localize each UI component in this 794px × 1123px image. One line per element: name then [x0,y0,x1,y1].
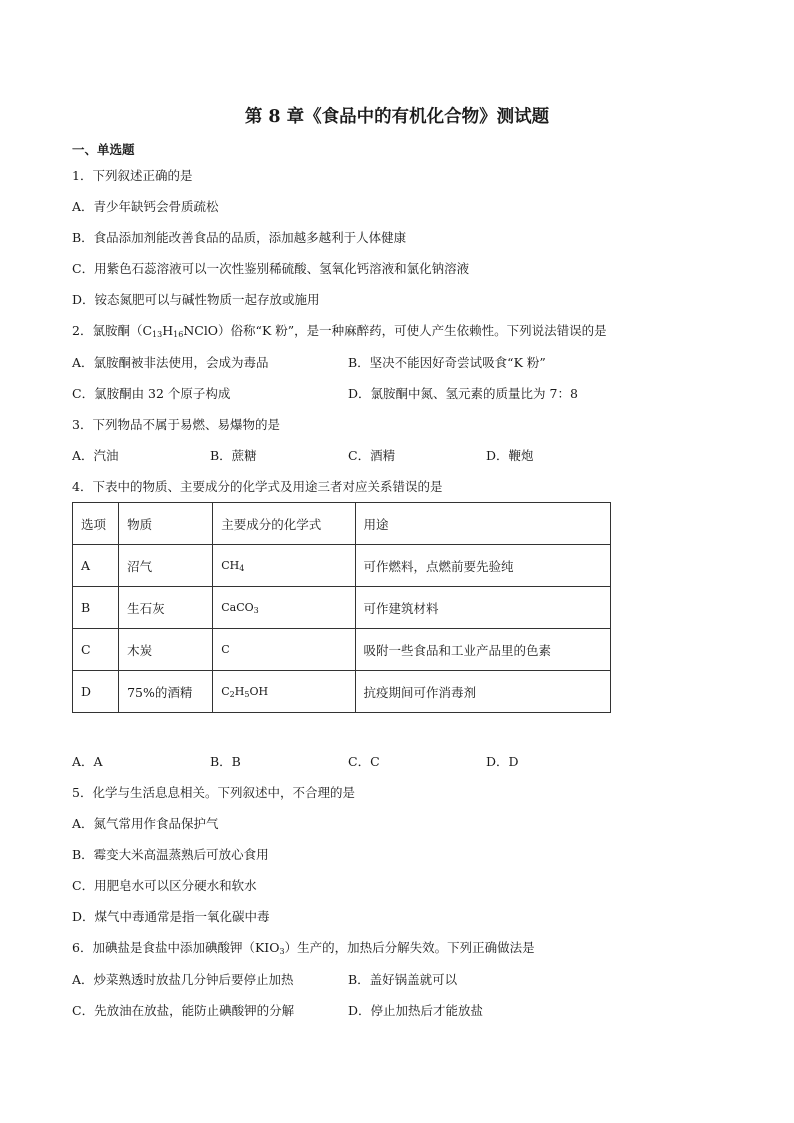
table-cell: A [73,545,119,587]
q3-option-d: D．鞭炮 [486,448,534,463]
page-title: 第 8 章《食品中的有机化合物》测试题 [244,107,550,127]
q2-stem-text: 2．氯胺酮（C [72,323,153,338]
table-header: 物质 [119,503,213,545]
table-cell: 木炭 [119,629,213,671]
table-cell: 可作建筑材料 [355,587,611,629]
q2-subscript: 13 [152,330,163,339]
q4-option-b: B．B [210,754,241,769]
q1-option-d: D．铵态氮肥可以与碱性物质一起存放或施用 [72,292,320,307]
q1-option-b: B．食品添加剂能改善食品的品质，添加越多越利于人体健康 [72,230,407,245]
table-header: 选项 [73,503,119,545]
q6-option-c: C．先放油在放盐，能防止碘酸钾的分解 [72,1003,295,1018]
formula-text: OH [249,685,269,698]
q2-option-b: B．坚决不能因好奇尝试吸食“K 粉” [348,355,546,370]
formula-text: C [221,685,230,698]
q6-option-a: A．炒菜熟透时放盐几分钟后要停止加热 [72,972,294,987]
table-header: 主要成分的化学式 [213,503,355,545]
q2-stem-text: H [162,323,174,338]
formula-text: CH [221,559,240,572]
table-cell: 75%的酒精 [119,671,213,713]
q3-option-b: B．蔗糖 [210,448,257,463]
table-row [73,629,611,671]
q4-table [72,502,611,713]
q4-stem: 4．下表中的物质、主要成分的化学式及用途三者对应关系错误的是 [72,479,443,494]
q3-stem: 3．下列物品不属于易燃、易爆物的是 [72,417,280,432]
table-cell: 沼气 [119,545,213,587]
q2-stem [72,323,607,339]
q2-subscript: 16 [173,330,184,339]
table-cell [213,587,355,629]
q6-option-b: B．盖好锅盖就可以 [348,972,458,987]
q6-stem-text: 6．加碘盐是食盐中添加碘酸钾（KIO [72,940,280,955]
q1-option-c: C．用紫色石蕊溶液可以一次性鉴别稀硫酸、氢氧化钙溶液和氯化钠溶液 [72,261,470,276]
q6-option-d: D．停止加热后才能放盐 [348,1003,484,1018]
q4-option-a: A．A [72,754,103,769]
table-header: 用途 [355,503,611,545]
q4-option-d: D．D [486,754,519,769]
table-cell: C [73,629,119,671]
table-row [73,671,611,713]
table-cell [213,545,355,587]
table-cell: 可作燃料，点燃前要先验纯 [355,545,611,587]
q6-stem-text: ）生产的，加热后分解失效。下列正确做法是 [284,940,535,955]
table-cell: 吸附一些食品和工业产品里的色素 [355,629,611,671]
q5-option-d: D．煤气中毒通常是指一氧化碳中毒 [72,909,270,924]
q3-option-a: A．汽油 [72,448,119,463]
q2-option-a: A．氯胺酮被非法使用，会成为毒品 [72,355,269,370]
table-cell: B [73,587,119,629]
q2-option-d: D．氯胺酮中氮、氢元素的质量比为 7：8 [348,386,578,401]
section-heading: 一、单选题 [72,142,135,157]
q1-stem: 1．下列叙述正确的是 [72,168,193,183]
q5-option-b: B．霉变大米高温蒸熟后可放心食用 [72,847,269,862]
q2-option-c: C．氯胺酮由 32 个原子构成 [72,386,231,401]
table-header-row [73,503,611,545]
table-cell: 抗疫期间可作消毒剂 [355,671,611,713]
formula-text: CaCO [221,601,254,614]
table-cell: 生石灰 [119,587,213,629]
table-row [73,587,611,629]
formula-subscript: 4 [239,564,245,573]
formula-subscript: 3 [253,606,259,615]
formula-subscript: 2 [229,690,235,699]
q5-stem: 5．化学与生活息息相关。下列叙述中，不合理的是 [72,785,355,800]
table-row [73,545,611,587]
table-cell [213,671,355,713]
formula-text: C [221,643,230,656]
q6-stem [72,940,535,956]
q3-option-c: C．酒精 [348,448,396,463]
formula-subscript: 5 [244,690,250,699]
table-cell [213,629,355,671]
formula-text: H [234,685,245,698]
q2-stem-text: NClO）俗称“K 粉”，是一种麻醉药，可使人产生依赖性。下列说法错误的是 [183,323,607,338]
table-cell: D [73,671,119,713]
q6-subscript: 3 [279,947,285,956]
q1-option-a: A．青少年缺钙会骨质疏松 [72,199,219,214]
q5-option-c: C．用肥皂水可以区分硬水和软水 [72,878,257,893]
q4-option-c: C．C [348,754,380,769]
q5-option-a: A．氮气常用作食品保护气 [72,816,219,831]
